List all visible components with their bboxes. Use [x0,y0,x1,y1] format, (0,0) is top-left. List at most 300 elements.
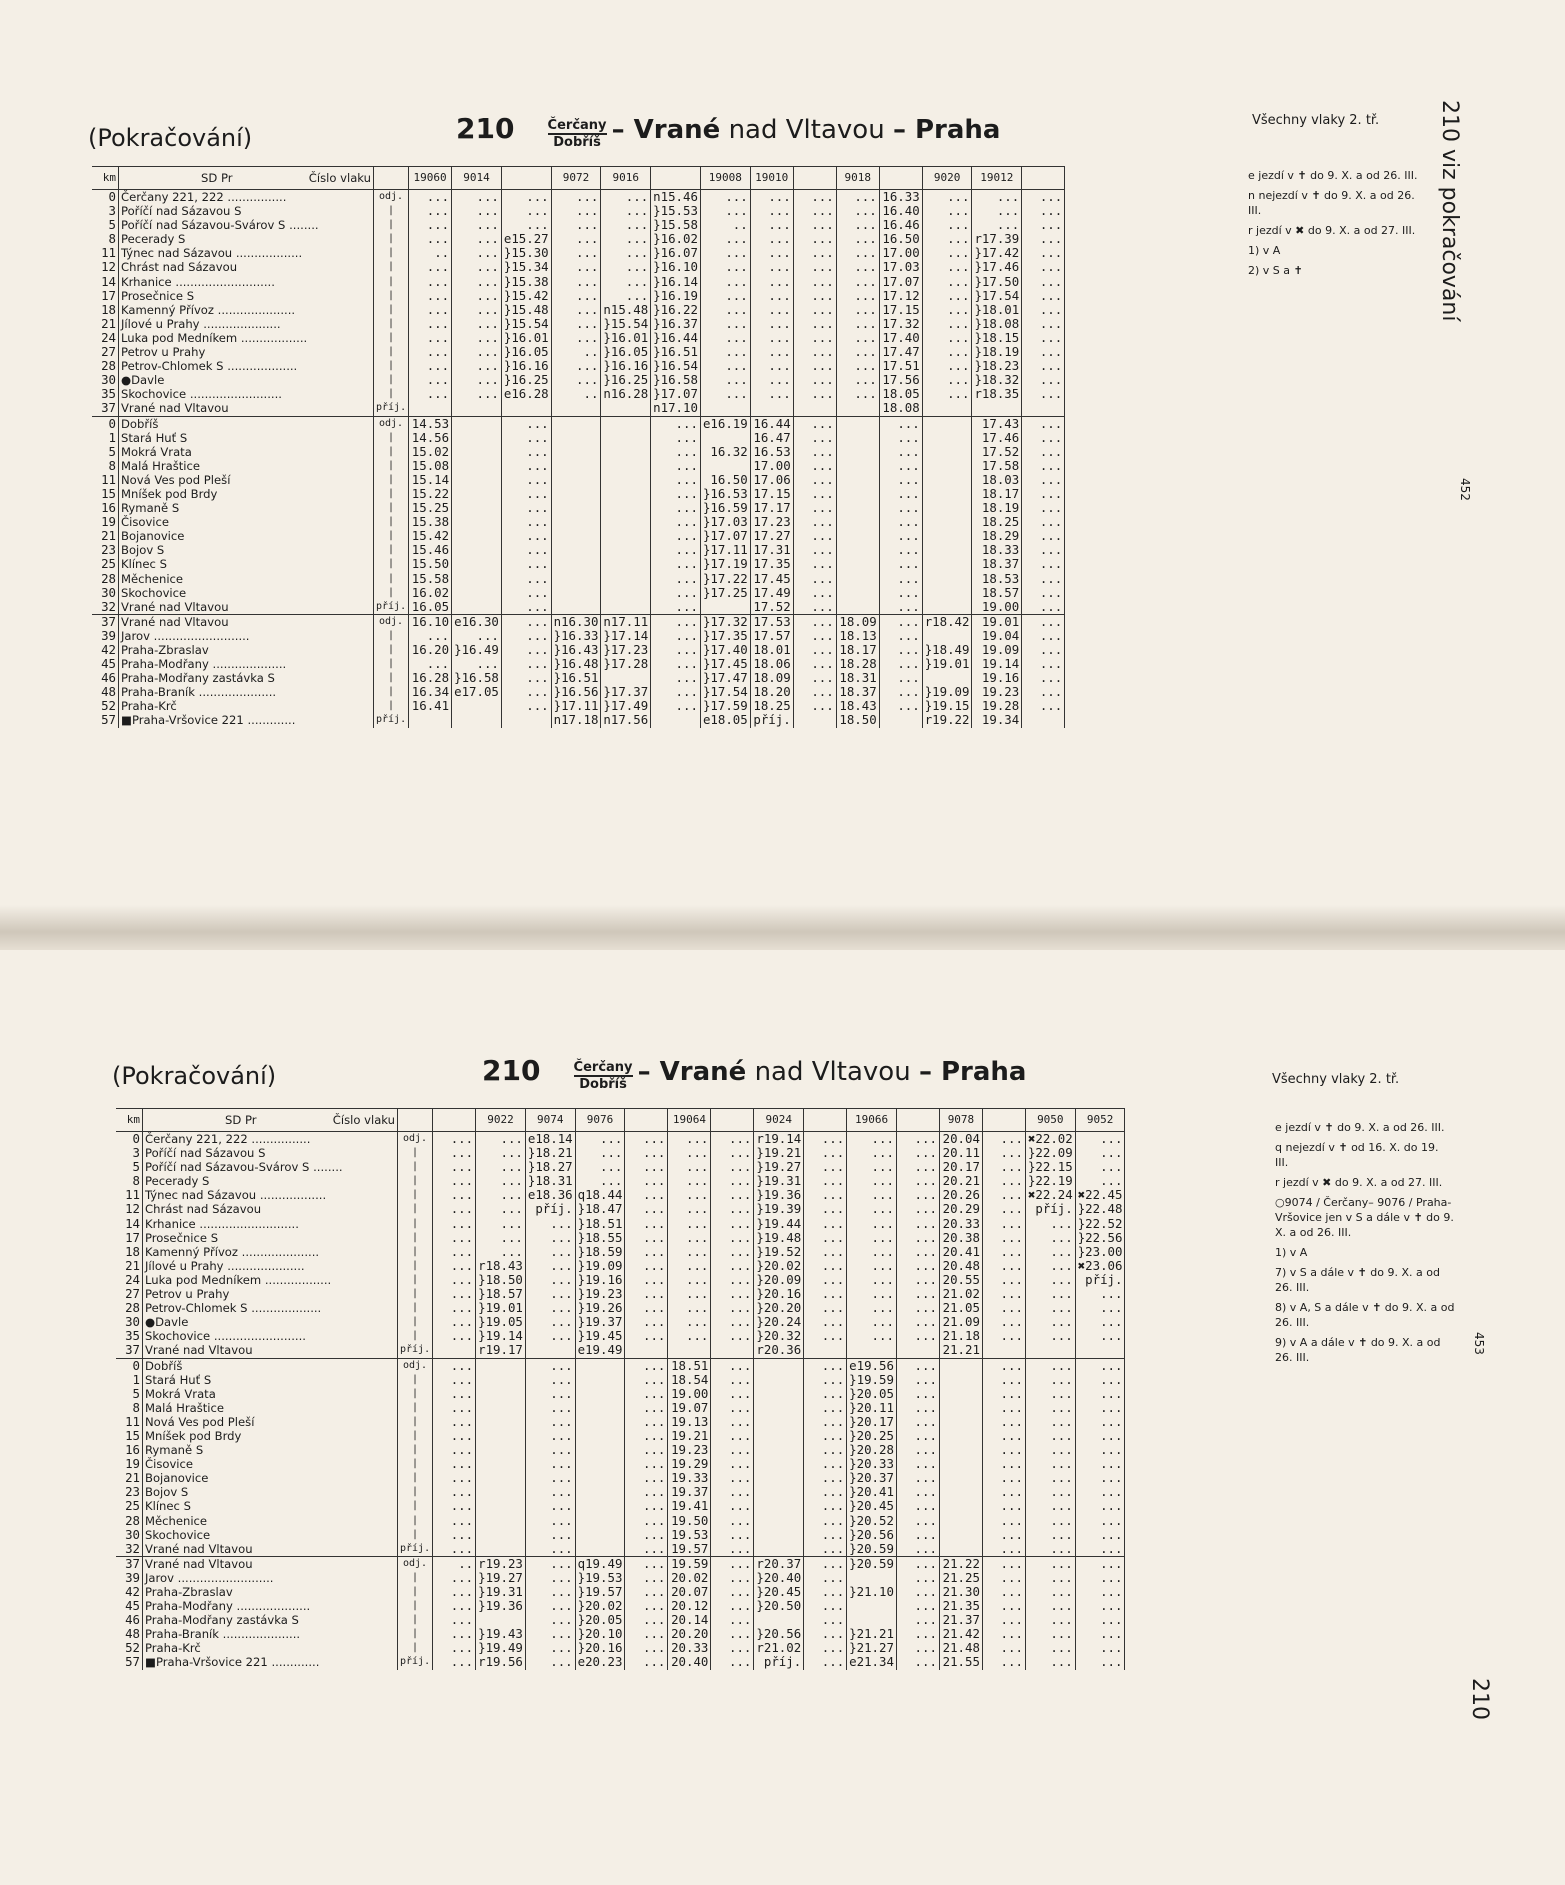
station-name: Týnec nad Sázavou .................. [119,246,374,260]
time-cell: 19.33 [668,1471,711,1485]
time-cell [922,515,972,529]
time-cell: ... [501,685,551,699]
station-name: Vrané nad Vltavou [119,401,374,416]
station-name: Vrané nad Vltavou [119,614,374,629]
time-cell: ... [625,1471,668,1485]
time-cell: ... [804,1556,847,1571]
table-row [92,529,1065,543]
time-cell: ... [793,289,836,303]
time-cell: }19.27 [476,1571,526,1585]
time-cell: }16.25 [501,373,551,387]
time-cell: 19.37 [668,1485,711,1499]
time-cell: }19.37 [575,1315,625,1329]
time-cell [939,1443,982,1457]
time-cell: ... [1025,1245,1075,1259]
time-cell: ... [1025,1556,1075,1571]
page-number: 453 [1472,1332,1486,1355]
time-cell: ... [793,614,836,629]
dep-arr-marker: | [374,275,409,289]
table-row [116,1485,1125,1499]
time-cell: ... [847,1132,897,1147]
time-cell: 21.22 [939,1556,982,1571]
time-cell: ... [972,190,1022,205]
time-cell: ... [922,317,972,331]
time-cell: ... [982,1132,1025,1147]
km-cell: 28 [116,1301,143,1315]
time-cell: }18.49 [922,643,972,657]
time-cell: }16.54 [651,359,701,373]
time-cell [939,1415,982,1429]
time-cell: ... [896,1373,939,1387]
time-cell: }20.37 [847,1471,897,1485]
time-cell: ✖22.24 [1025,1188,1075,1202]
time-cell [452,487,502,501]
time-cell: }19.09 [922,685,972,699]
time-cell: }16.02 [651,232,701,246]
time-cell: ... [476,1160,526,1174]
time-cell: ... [1022,543,1065,557]
station-name: Praha-Modřany .................... [143,1599,398,1613]
time-cell: }16.05 [601,345,651,359]
time-cell: }19.16 [575,1273,625,1287]
time-cell: ... [847,1160,897,1174]
dep-arr-marker: | [374,260,409,274]
time-cell: }16.43 [551,643,601,657]
station-name: Čerčany 221, 222 ................ [119,190,374,205]
time-cell: ... [1022,614,1065,629]
time-cell [982,1343,1025,1358]
time-cell: 17.31 [750,543,793,557]
time-cell [476,1471,526,1485]
time-cell: ... [668,1174,711,1188]
time-cell: ... [501,529,551,543]
time-cell: }19.15 [922,699,972,713]
time-cell [452,401,502,416]
time-cell [575,1373,625,1387]
time-cell [896,1343,939,1358]
time-cell: ... [793,232,836,246]
km-cell: 12 [92,260,119,274]
time-cell: ... [804,1641,847,1655]
time-cell: ... [501,586,551,600]
time-cell: }18.47 [575,1202,625,1216]
time-cell: ... [750,289,793,303]
km-cell: 48 [92,685,119,699]
time-cell [575,1415,625,1429]
time-cell: ... [1075,1387,1125,1401]
table-row [116,1585,1125,1599]
time-cell [847,1613,897,1627]
time-cell [452,501,502,515]
time-cell: }19.09 [575,1259,625,1273]
train-number: 9078 [939,1109,982,1132]
time-cell [836,401,879,416]
table-number: 210 [456,112,515,145]
time-cell: ... [551,260,601,274]
train-number: 19064 [668,1109,711,1132]
train-number: 19010 [750,167,793,190]
time-cell: ... [836,260,879,274]
time-cell: }17.19 [700,557,750,571]
time-cell: ... [525,1471,575,1485]
table-row [116,1259,1125,1273]
time-cell: ... [551,232,601,246]
time-cell: r21.02 [754,1641,804,1655]
time-cell: ... [793,515,836,529]
time-cell: 19.07 [668,1401,711,1415]
time-cell: ... [1075,1401,1125,1415]
time-cell [575,1401,625,1415]
time-cell: ... [551,275,601,289]
time-cell [625,1343,668,1358]
time-cell: ... [1025,1429,1075,1443]
time-cell: ... [804,1429,847,1443]
time-cell: ... [711,1315,754,1329]
time-cell: ... [896,1528,939,1542]
station-name: Praha-Zbraslav [119,643,374,657]
time-cell: }16.10 [651,260,701,274]
station-name: Mníšek pod Brdy [119,487,374,501]
time-cell: ... [476,1132,526,1147]
station-name: Mokrá Vrata [143,1387,398,1401]
time-cell: ... [804,1387,847,1401]
time-cell: 18.25 [972,515,1022,529]
time-cell: 18.29 [972,529,1022,543]
time-cell: 21.48 [939,1641,982,1655]
time-cell: ... [625,1315,668,1329]
time-cell: ... [879,416,922,431]
km-cell: 27 [92,345,119,359]
time-cell [847,1571,897,1585]
time-cell: ... [651,445,701,459]
dep-arr-marker: | [374,557,409,571]
time-cell: ... [525,1415,575,1429]
time-cell [601,416,651,431]
time-cell: e17.05 [452,685,502,699]
time-cell: }18.59 [575,1245,625,1259]
time-cell: ... [1022,303,1065,317]
km-cell: 5 [92,445,119,459]
time-cell [711,1343,754,1358]
time-cell [452,459,502,473]
time-cell: ... [879,557,922,571]
station-name: ●Davle [143,1315,398,1329]
time-cell: ... [847,1287,897,1301]
station-name: ●Davle [119,373,374,387]
time-cell: 20.40 [668,1655,711,1669]
time-cell [551,416,601,431]
time-cell [575,1358,625,1373]
time-cell: ... [711,1443,754,1457]
time-cell [452,543,502,557]
time-cell: ... [1025,1217,1075,1231]
time-cell: ... [711,1329,754,1343]
km-cell: 5 [116,1160,143,1174]
time-cell: ... [476,1231,526,1245]
time-cell: ... [1025,1514,1075,1528]
time-cell: ... [525,1217,575,1231]
time-cell: ... [793,345,836,359]
route-mid: – Vrané [611,115,721,145]
train-number: 9016 [601,167,651,190]
time-cell: ... [525,1499,575,1513]
time-cell: ... [651,416,701,431]
time-cell: ... [1075,1373,1125,1387]
time-cell: ... [433,1542,476,1557]
time-cell: ... [452,629,502,643]
time-cell: ... [452,232,502,246]
time-cell: n15.46 [651,190,701,205]
station-name: Týnec nad Sázavou .................. [143,1188,398,1202]
time-cell: ... [896,1429,939,1443]
time-cell: ... [625,1373,668,1387]
time-cell: ... [651,600,701,615]
time-cell: ... [525,1259,575,1273]
time-cell: }17.11 [700,543,750,557]
time-cell: ... [700,275,750,289]
time-cell: ... [476,1202,526,1216]
time-cell: ... [896,1485,939,1499]
dep-arr-marker: odj. [374,416,409,431]
time-cell: ... [525,1358,575,1373]
time-cell: ... [804,1485,847,1499]
time-cell: ... [836,387,879,401]
time-cell: ... [1025,1528,1075,1542]
time-cell: 21.18 [939,1329,982,1343]
time-cell: 17.45 [750,572,793,586]
time-cell: ... [525,1457,575,1471]
time-cell: ... [1025,1585,1075,1599]
time-cell: ... [601,232,651,246]
time-cell: ... [896,1599,939,1613]
dep-arr-marker: | [398,1329,433,1343]
time-cell: ... [501,459,551,473]
time-cell: ... [1075,1542,1125,1557]
time-cell: ... [551,204,601,218]
km-cell: 25 [92,557,119,571]
time-cell: 15.50 [409,557,452,571]
time-cell: ... [625,1301,668,1315]
time-cell [476,1485,526,1499]
time-cell [601,401,651,416]
time-cell: 18.51 [668,1358,711,1373]
time-cell: 18.09 [750,671,793,685]
time-cell: 20.02 [668,1571,711,1585]
time-cell: 19.01 [972,614,1022,629]
time-cell: 18.08 [879,401,922,416]
table-row [116,1160,1125,1174]
station-name: Praha-Braník ..................... [143,1627,398,1641]
station-name: Poříčí nad Sázavou S [119,204,374,218]
time-cell [575,1499,625,1513]
train-number [501,167,551,190]
time-cell [700,401,750,416]
table-row [116,1217,1125,1231]
time-cell: 21.35 [939,1599,982,1613]
time-cell: 18.31 [836,671,879,685]
dep-arr-marker: | [374,289,409,303]
dep-arr-marker: | [374,586,409,600]
time-cell [922,557,972,571]
table-row [116,1273,1125,1287]
time-cell: }20.10 [575,1627,625,1641]
time-cell: ... [847,1146,897,1160]
time-cell: ... [793,572,836,586]
time-cell: ... [1022,699,1065,713]
time-cell: ... [793,331,836,345]
time-cell: ... [1022,345,1065,359]
time-cell [972,401,1022,416]
dep-arr-marker: | [374,387,409,401]
time-cell [879,713,922,727]
dep-arr-marker: | [398,1514,433,1528]
time-cell: ... [551,303,601,317]
table-row [116,1231,1125,1245]
time-cell: ... [433,1528,476,1542]
time-cell: }19.45 [575,1329,625,1343]
km-cell: 19 [92,515,119,529]
time-cell: ... [896,1471,939,1485]
time-cell: ... [982,1174,1025,1188]
time-cell: }15.54 [501,317,551,331]
time-cell: 19.09 [972,643,1022,657]
time-cell: příj. [750,713,793,727]
time-cell: ... [525,1514,575,1528]
time-cell: ... [1022,218,1065,232]
time-cell: r19.17 [476,1343,526,1358]
time-cell: }18.50 [476,1273,526,1287]
table-row [116,1457,1125,1471]
time-cell: }23.00 [1075,1245,1125,1259]
time-cell [793,713,836,727]
km-cell: 48 [116,1627,143,1641]
time-cell: ... [476,1245,526,1259]
time-cell [836,501,879,515]
time-cell: ... [711,1599,754,1613]
time-cell: ... [804,1231,847,1245]
time-cell [922,543,972,557]
time-cell [922,459,972,473]
station-name: Jarov .......................... [143,1571,398,1585]
time-cell: ... [501,190,551,205]
time-cell: ... [601,289,651,303]
time-cell [847,1343,897,1358]
table-row [92,218,1065,232]
time-cell: ... [501,416,551,431]
station-name: Stará Huť S [119,431,374,445]
time-cell: ... [525,1528,575,1542]
time-cell: příj. [754,1655,804,1669]
table-row [92,190,1065,205]
table-row [116,1499,1125,1513]
footnote: e jezdí v ✝ do 9. X. a od 26. III. [1275,1121,1445,1134]
dep-arr-marker: | [374,317,409,331]
time-cell: r19.14 [754,1132,804,1147]
time-cell [601,586,651,600]
table-row [92,275,1065,289]
time-cell: ... [409,190,452,205]
time-cell: ... [501,643,551,657]
time-cell: ... [879,600,922,615]
station-name: Jílové u Prahy ..................... [143,1259,398,1273]
km-cell: 3 [116,1146,143,1160]
time-cell: ... [896,1401,939,1415]
time-cell: }16.53 [700,487,750,501]
train-number: 19012 [972,167,1022,190]
time-cell: ... [1022,643,1065,657]
time-cell: }20.56 [847,1528,897,1542]
km-cell: 21 [92,529,119,543]
time-cell [922,445,972,459]
time-cell [1075,1343,1125,1358]
km-cell: 37 [92,614,119,629]
time-cell: ... [711,1358,754,1373]
time-cell: }20.59 [847,1556,897,1571]
table-row [92,671,1065,685]
dep-arr-marker: | [398,1373,433,1387]
time-cell: ... [668,1160,711,1174]
time-cell: ... [896,1627,939,1641]
time-cell: ... [896,1259,939,1273]
time-cell: }15.34 [501,260,551,274]
time-cell: ... [1025,1401,1075,1415]
dep-arr-marker: | [374,218,409,232]
time-cell: n17.18 [551,713,601,727]
dep-arr-marker: | [398,1245,433,1259]
km-cell: 1 [92,431,119,445]
time-cell [601,572,651,586]
time-cell [575,1528,625,1542]
time-cell: ... [651,431,701,445]
time-cell: }17.22 [700,572,750,586]
time-cell: 19.14 [972,657,1022,671]
station-name: Luka pod Medníkem .................. [143,1273,398,1287]
time-cell: }15.54 [601,317,651,331]
time-cell: ... [601,260,651,274]
time-cell: 20.04 [939,1132,982,1147]
time-cell [551,515,601,529]
time-cell: ... [793,416,836,431]
time-cell: }16.51 [551,671,601,685]
time-cell [452,431,502,445]
time-cell: ... [896,1231,939,1245]
time-cell: }19.44 [754,1217,804,1231]
time-cell: ... [896,1358,939,1373]
time-cell: ... [922,303,972,317]
time-cell: ... [700,317,750,331]
time-cell: 17.49 [750,586,793,600]
time-cell [476,1457,526,1471]
train-number-label: Číslo vlaku [332,1112,395,1127]
time-cell: ... [922,345,972,359]
time-cell: ... [711,1415,754,1429]
time-cell: ... [433,1160,476,1174]
table-row [92,317,1065,331]
time-cell [476,1443,526,1457]
time-cell: ... [750,190,793,205]
dep-arr-marker: | [398,1429,433,1443]
time-cell: ... [804,1401,847,1415]
time-cell [754,1499,804,1513]
table-row [116,1556,1125,1571]
time-cell: ... [700,232,750,246]
km-cell: 25 [116,1499,143,1513]
time-cell: ... [847,1259,897,1273]
time-cell: ... [804,1627,847,1641]
dep-arr-marker: | [374,373,409,387]
time-cell: ... [1025,1287,1075,1301]
time-cell: }20.11 [847,1401,897,1415]
